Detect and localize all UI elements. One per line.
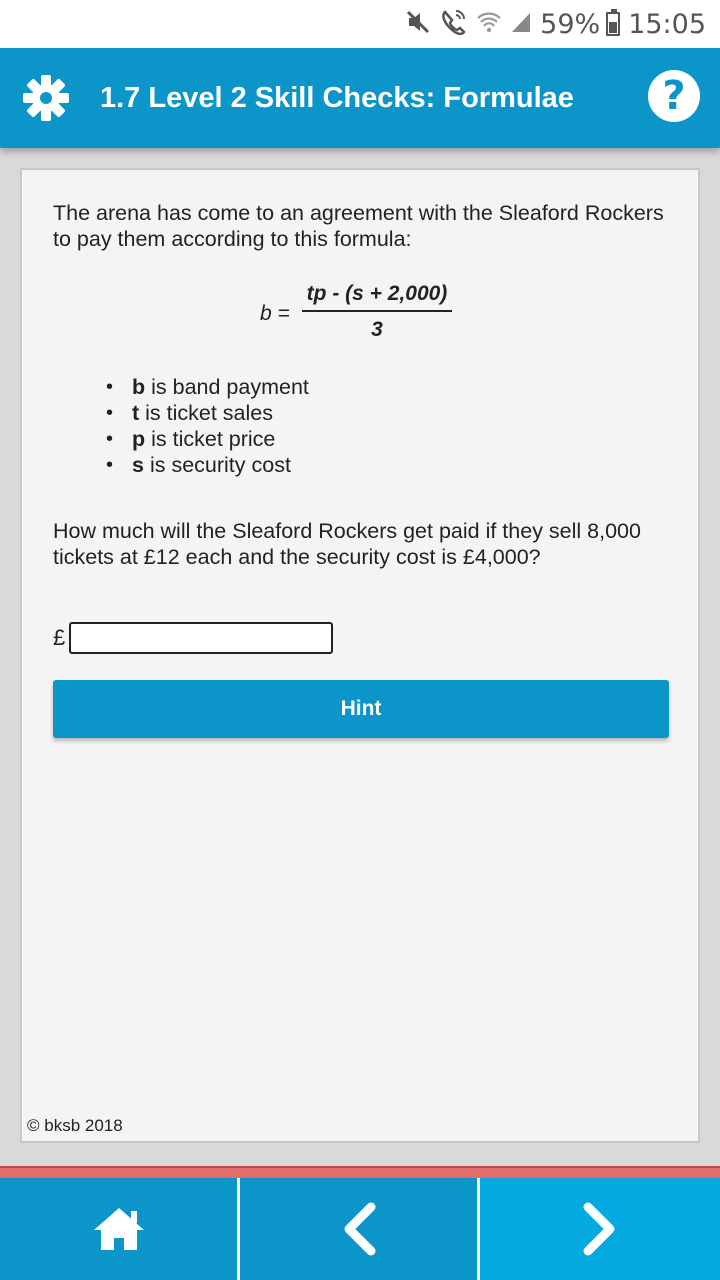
help-button[interactable] — [648, 70, 700, 122]
next-button[interactable] — [480, 1178, 720, 1280]
intro-text: The arena has come to an agreement with the Sleaford Rockers to pay them according to this formula: — [53, 201, 664, 251]
variable-symbol: p — [132, 427, 146, 451]
status-bar — [0, 0, 720, 48]
question-card — [20, 168, 700, 1143]
hint-button[interactable]: Hint — [53, 680, 669, 738]
chevron-left-icon — [339, 1201, 379, 1257]
battery-icon — [606, 12, 620, 36]
formula-denominator: 3 — [371, 318, 383, 341]
copyright-text: © bksb 2018 — [27, 1116, 123, 1135]
bottom-nav — [0, 1178, 720, 1280]
variable-list — [102, 374, 309, 478]
app-header — [0, 48, 720, 148]
question-text: How much will the Sleaford Rockers get paid if they sell 8,000 tickets at £12 each and the security cost is £4,000? — [53, 519, 641, 569]
list-item — [102, 400, 309, 426]
back-button[interactable] — [240, 1178, 480, 1280]
list-item — [102, 426, 309, 452]
clock: 15:05 — [628, 8, 706, 40]
question-icon: ? — [662, 73, 686, 119]
variable-description: is ticket sales — [139, 401, 273, 425]
wifi-icon — [476, 9, 502, 39]
formula-numerator: tp - (s + 2,000) — [302, 282, 452, 312]
chevron-right-icon — [580, 1201, 620, 1257]
variable-description: is security cost — [143, 453, 291, 477]
home-button[interactable] — [0, 1178, 240, 1280]
variable-symbol: t — [132, 401, 140, 425]
variable-symbol: s — [132, 453, 144, 477]
battery-percent: 59% — [540, 8, 601, 40]
variable-description: is ticket price — [145, 427, 276, 451]
home-icon — [91, 1205, 147, 1253]
wifi-calling-icon — [440, 9, 468, 39]
formula-fraction — [302, 282, 452, 342]
list-item — [102, 452, 309, 478]
answer-row — [53, 622, 333, 654]
settings-button[interactable] — [20, 72, 72, 124]
gear-icon — [21, 73, 71, 123]
variable-description: is band payment — [145, 375, 309, 399]
page-title: 1.7 Level 2 Skill Checks: Formulae — [100, 82, 574, 114]
mute-icon — [406, 10, 432, 38]
signal-icon — [510, 10, 532, 38]
currency-symbol: £ — [53, 625, 66, 650]
variable-symbol: b — [132, 375, 146, 399]
list-item — [102, 374, 309, 400]
formula-lhs: b = — [260, 302, 290, 325]
answer-input[interactable] — [69, 622, 333, 654]
